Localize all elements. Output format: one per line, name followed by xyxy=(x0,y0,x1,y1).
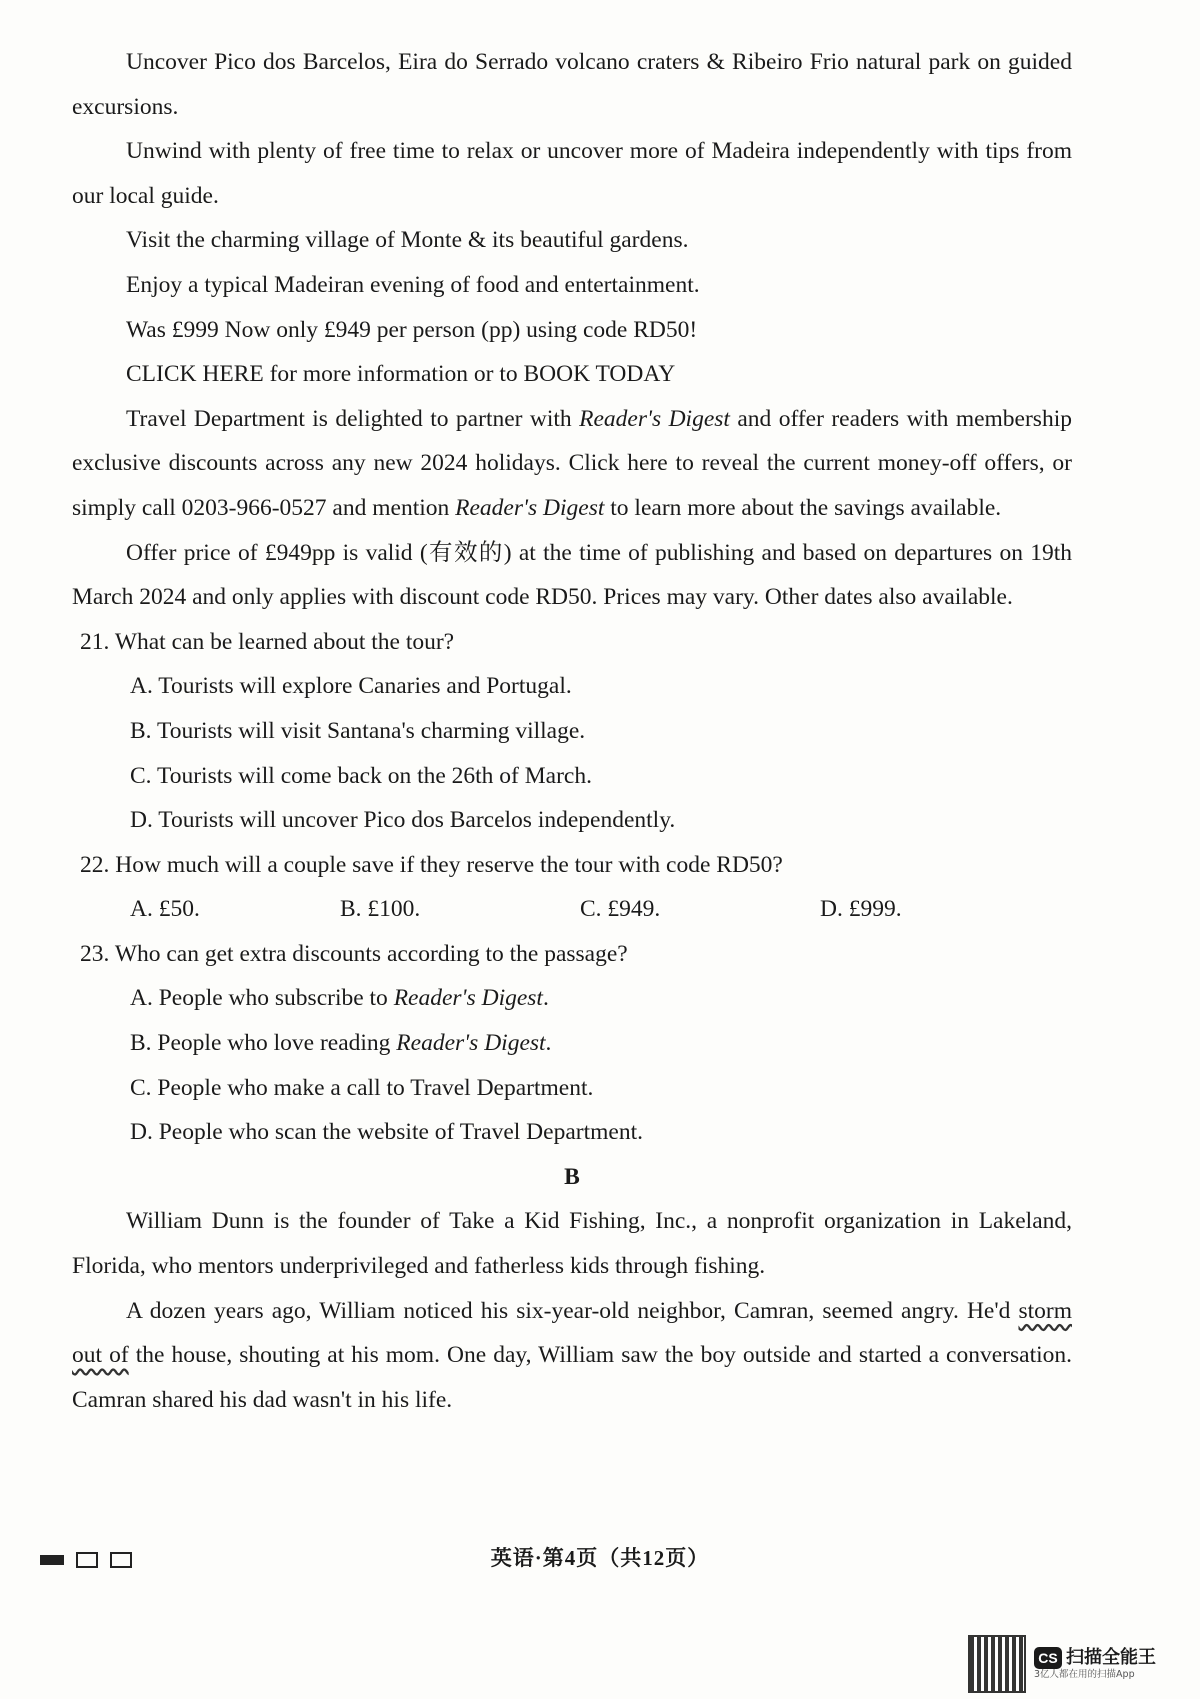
question-22-stem: 22. How much will a couple save if they reserve the tour with code RD50? xyxy=(80,851,783,878)
page-content xyxy=(72,40,1072,1422)
tour-item-evening: Enjoy a typical Madeiran evening of food and entertainment. xyxy=(126,271,700,298)
section-b-heading: B xyxy=(564,1163,580,1190)
section-b-paragraph-1: William Dunn is the founder of Take a Kid Fishing, Inc., a nonprofit organization in Lakeland, Florida, who mentors underprivileged and fatherless kids through fishing. xyxy=(72,1208,1072,1280)
scanner-app-name: 扫描全能王 xyxy=(1066,1647,1156,1668)
question-23-option-c: C. People who make a call to Travel Department. xyxy=(130,1074,594,1101)
book-today-link: CLICK HERE for more information or to BOOK TODAY xyxy=(126,361,676,388)
tour-item-free-time: Unwind with plenty of free time to relax or uncover more of Madeira independently with tips from our local guide. xyxy=(72,138,1072,209)
question-21-option-b: B. Tourists will visit Santana's charming village. xyxy=(130,717,586,744)
question-23-option-d: D. People who scan the website of Travel Department. xyxy=(130,1119,643,1146)
partner-text-3: to learn more about the savings available. xyxy=(604,494,1002,521)
page-footer xyxy=(0,1540,1200,1580)
tour-item-monte: Visit the charming village of Monte & its beautiful gardens. xyxy=(126,227,689,254)
partner-magazine-2: Reader's Digest xyxy=(455,494,605,521)
q23-b-period: . xyxy=(545,1030,552,1057)
question-21-option-a: A. Tourists will explore Canaries and Portugal. xyxy=(130,673,572,700)
cs-logo-icon: CS xyxy=(1034,1647,1062,1669)
partner-text-1: Travel Department is delighted to partner with xyxy=(126,405,580,432)
question-21-stem: 21. What can be learned about the tour? xyxy=(80,628,455,655)
question-23-stem: 23. Who can get extra discounts according to the passage? xyxy=(80,940,628,967)
b2-underlined-phrase: storm out of xyxy=(72,1297,1072,1369)
b2-text-1: A dozen years ago, William noticed his six-year-old neighbor, Camran, seemed angry. He'd xyxy=(126,1297,1019,1324)
qr-code-icon xyxy=(968,1635,1026,1693)
partner-magazine-1: Reader's Digest xyxy=(579,405,730,432)
b2-text-2: the house, shouting at his mom. One day, William saw the boy outside and started a conversation. Camran shared his dad wasn't in his life. xyxy=(72,1342,1072,1413)
question-22-option-d: D. £999. xyxy=(820,896,902,923)
q23-a-period: . xyxy=(542,985,549,1012)
scanner-watermark xyxy=(968,1634,1188,1694)
q23-a-magazine: Reader's Digest xyxy=(393,985,543,1012)
question-22-option-a: A. £50. xyxy=(130,896,200,923)
page-number: 英语·第4页（共12页） xyxy=(490,1546,710,1570)
scanner-brand xyxy=(1034,1647,1156,1681)
question-22-options xyxy=(72,887,1072,932)
q23-a-text: A. People who subscribe to xyxy=(130,985,394,1012)
question-23-option-b xyxy=(72,1021,1072,1066)
section-b-paragraph-2 xyxy=(72,1289,1072,1423)
question-21-option-c: C. Tourists will come back on the 26th of March. xyxy=(130,762,592,789)
tour-price: Was £999 Now only £949 per person (pp) using code RD50! xyxy=(126,316,698,343)
partner-paragraph xyxy=(72,397,1072,531)
offer-note: Offer price of £949pp is valid (有效的) at the time of publishing and based on departures on 19th March 2024 and only applies with discount code RD50. Prices may vary. Other dates also available. xyxy=(72,539,1072,611)
question-22-option-c: C. £949. xyxy=(580,896,661,923)
scanner-tagline: 3亿人都在用的扫描App xyxy=(1034,1669,1135,1680)
q23-b-magazine: Reader's Digest xyxy=(396,1030,546,1057)
q23-b-text: B. People who love reading xyxy=(130,1030,397,1057)
tour-item-excursions: Uncover Pico dos Barcelos, Eira do Serrado volcano craters & Ribeiro Frio natural park on guided excursions. xyxy=(72,49,1072,120)
question-22-option-b: B. £100. xyxy=(340,896,421,923)
question-21-option-d: D. Tourists will uncover Pico dos Barcelos independently. xyxy=(130,807,676,834)
question-23-option-a xyxy=(72,976,1072,1021)
partner-text-2: and offer readers with membership exclusive discounts across any new 2024 holidays. Click here to reveal the current money-off offers, or simply call 0203-966-0527 and mention xyxy=(72,405,1072,521)
